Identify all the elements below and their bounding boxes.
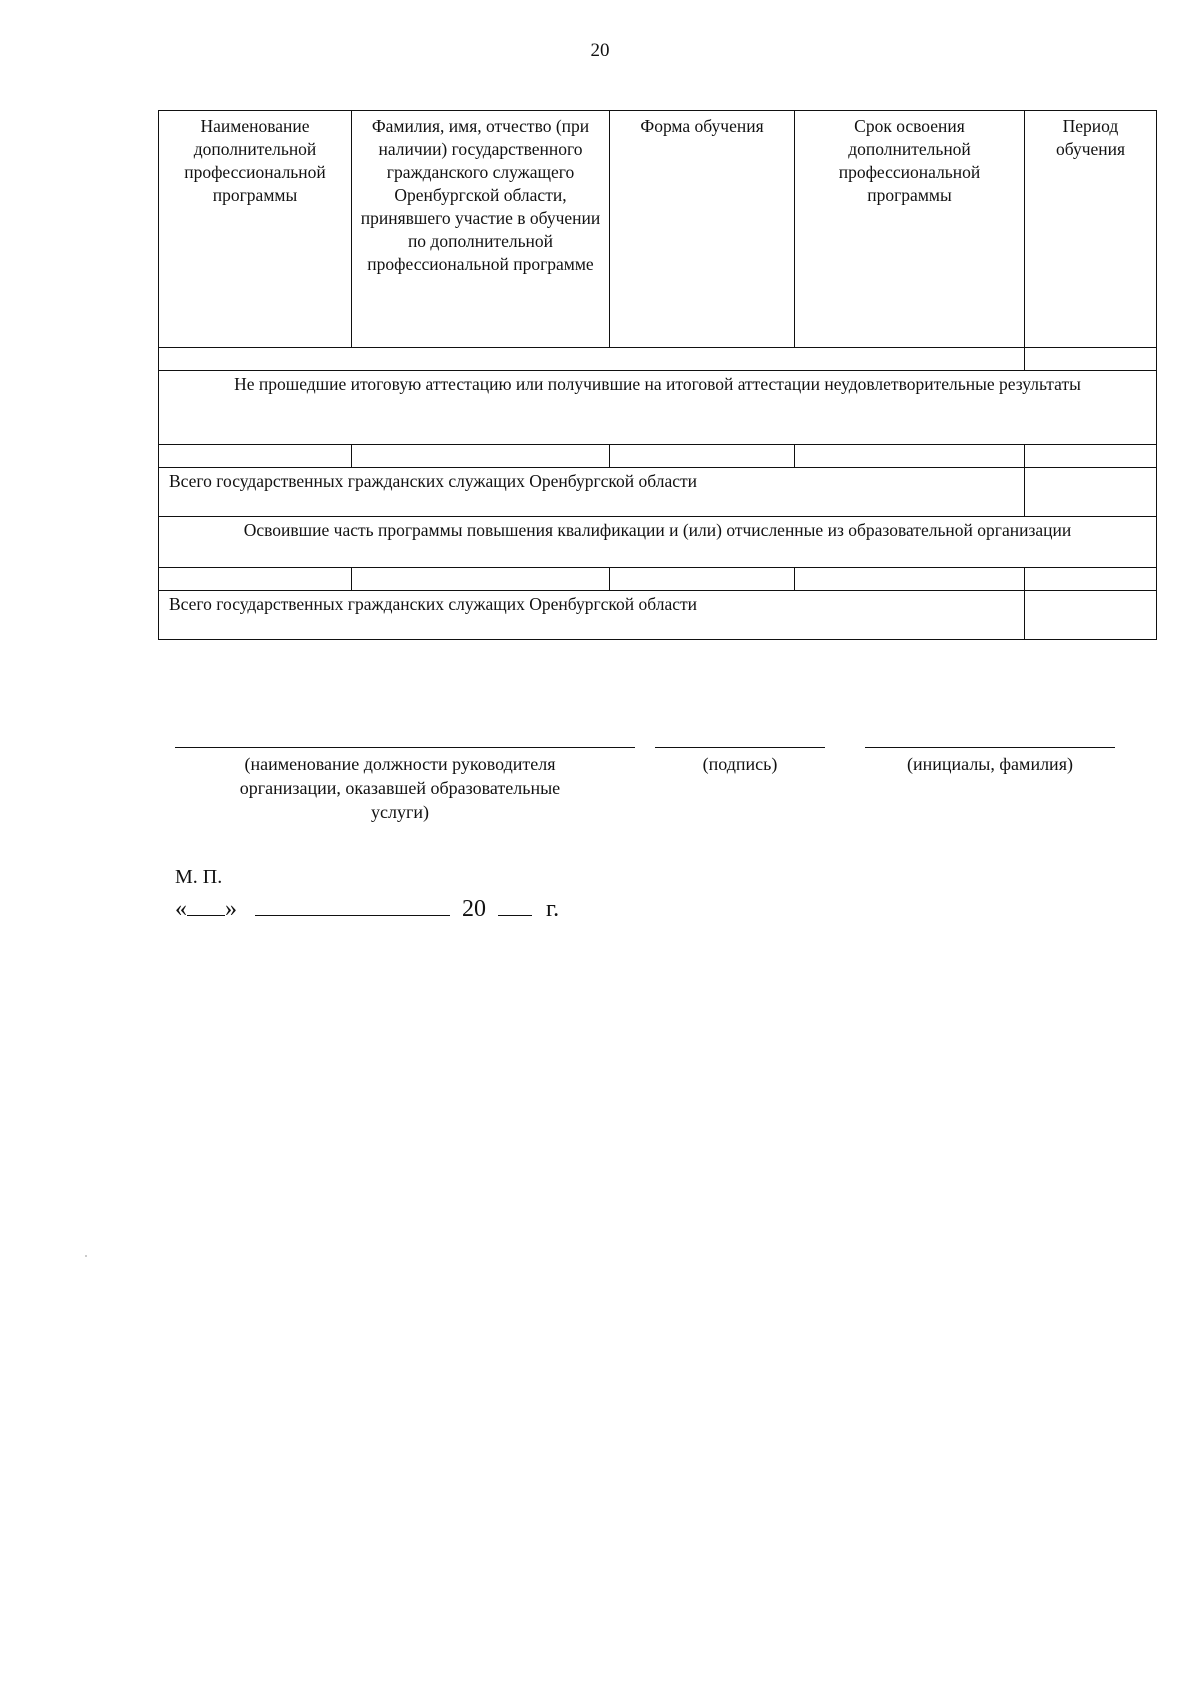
date-open-quote: « (175, 896, 187, 922)
section-failed-heading: Не прошедшие итоговую аттестацию или получившие на итоговой аттестации неудовлетворительные результаты (159, 371, 1157, 445)
table-cell (1025, 348, 1157, 371)
date-close-quote: » (225, 896, 237, 922)
table-cell (1025, 568, 1157, 591)
year-prefix: 20 (462, 896, 486, 922)
signature-caption: (подпись) (702, 754, 778, 774)
table-header-row (159, 111, 1157, 348)
table-cell (1025, 445, 1157, 468)
total-label-1: Всего государственных гражданских служащих Оренбургской области (159, 468, 1025, 517)
header-employee-name: Фамилия, имя, отчество (при наличии) государственного гражданского служащего Оренбургской области, принявшего участие в обучении по дополнительной профессиональной программе (352, 111, 610, 348)
table-cell (159, 445, 352, 468)
table-cell (159, 568, 352, 591)
name-caption: (инициалы, фамилия) (907, 754, 1073, 774)
total-row-2 (159, 591, 1157, 640)
table-row (159, 568, 1157, 591)
year-blank (498, 893, 532, 916)
table-row (159, 445, 1157, 468)
table-cell (610, 568, 795, 591)
table-cell (159, 348, 1025, 371)
header-program-name: Наименование дополнительной профессиональной программы (159, 111, 352, 348)
section-failed-row (159, 371, 1157, 445)
table-cell (610, 445, 795, 468)
total-label-2: Всего государственных гражданских служащих Оренбургской области (159, 591, 1025, 640)
year-suffix: г. (546, 896, 560, 922)
scan-speck (85, 1255, 87, 1257)
name-line (865, 747, 1115, 748)
table-cell (795, 445, 1025, 468)
header-study-period: Период обучения (1025, 111, 1157, 348)
total-value-2 (1025, 591, 1157, 640)
page-number: 20 (590, 40, 610, 61)
header-study-form: Форма обучения (610, 111, 795, 348)
report-table (158, 110, 1157, 640)
table-row (159, 348, 1157, 371)
signature-line (655, 747, 825, 748)
day-blank (187, 893, 225, 916)
date-line (175, 893, 559, 924)
header-program-duration: Срок освоения дополнительной профессиональной программы (795, 111, 1025, 348)
month-blank (255, 893, 450, 916)
table-cell (352, 568, 610, 591)
stamp-label: М. П. (175, 866, 223, 888)
total-row-1 (159, 468, 1157, 517)
section-partial-row (159, 517, 1157, 568)
section-partial-heading: Освоившие часть программы повышения квалификации и (или) отчисленные из образовательной организации (159, 517, 1157, 568)
position-caption: (наименование должности руководителя организации, оказавшей образовательные услуги) (239, 754, 561, 822)
table-cell (352, 445, 610, 468)
position-line (175, 747, 635, 748)
table-cell (795, 568, 1025, 591)
total-value-1 (1025, 468, 1157, 517)
